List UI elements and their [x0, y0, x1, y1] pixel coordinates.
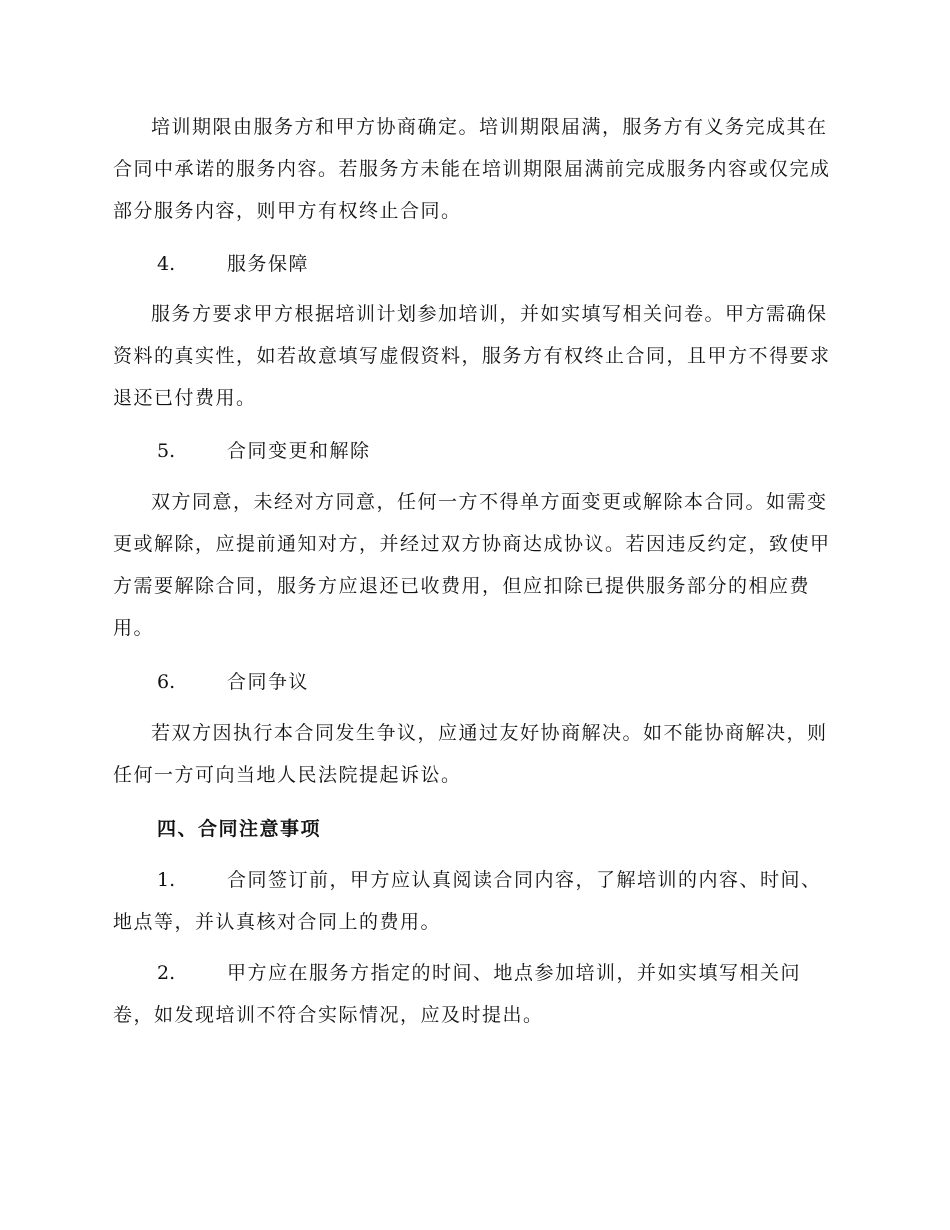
- paragraph-service-guarantee: 服务方要求甲方根据培训计划参加培训，并如实填写相关问卷。甲方需确保资料的真实性，如若故意填写虚假资料，服务方有权终止合同，且甲方不得要求退还已付费用。: [113, 303, 831, 409]
- note-text: 合同签订前，甲方应认真阅读合同内容，了解培训的内容、时间、地点等，并认真核对合同上的费用。: [113, 869, 822, 933]
- clause-title: 合同争议: [227, 671, 310, 693]
- clause-4-heading: [157, 250, 309, 278]
- note-text: 甲方应在服务方指定的时间、地点参加培训，并如实填写相关问卷，如发现培训不符合实际情况，应及时提出。: [113, 962, 802, 1026]
- paragraph-dispute: 若双方因执行本合同发生争议，应通过友好协商解决。如不能协商解决，则任何一方可向当地人民法院提起诉讼。: [113, 722, 828, 786]
- paragraph-training-period: 培训期限由服务方和甲方协商确定。培训期限届满，服务方有义务完成其在合同中承诺的服务内容。若服务方未能在培训期限届满前完成服务内容或仅完成部分服务内容，则甲方有权终止合同。: [113, 116, 831, 222]
- paragraph-change-termination: 双方同意，未经对方同意，任何一方不得单方面变更或解除本合同。如需变更或解除，应提前通知对方，并经过双方协商达成协议。若因违反约定，致使甲方需要解除合同，服务方应退还已收费用，但应扣除已提供服务部分的相应费用。: [113, 491, 831, 639]
- clause-title: 合同变更和解除: [227, 440, 371, 462]
- clause-number: 4.: [157, 253, 176, 275]
- clause-number: 5.: [157, 440, 176, 462]
- note-2: [113, 952, 833, 1036]
- note-number: 2.: [157, 962, 176, 984]
- clause-title: 服务保障: [227, 253, 310, 275]
- clause-6-heading: [157, 668, 309, 696]
- note-1: [113, 859, 833, 943]
- clause-number: 6.: [157, 671, 176, 693]
- note-number: 1.: [157, 869, 176, 891]
- clause-5-heading: [157, 437, 371, 465]
- section-heading: 四、合同注意事项: [157, 818, 322, 840]
